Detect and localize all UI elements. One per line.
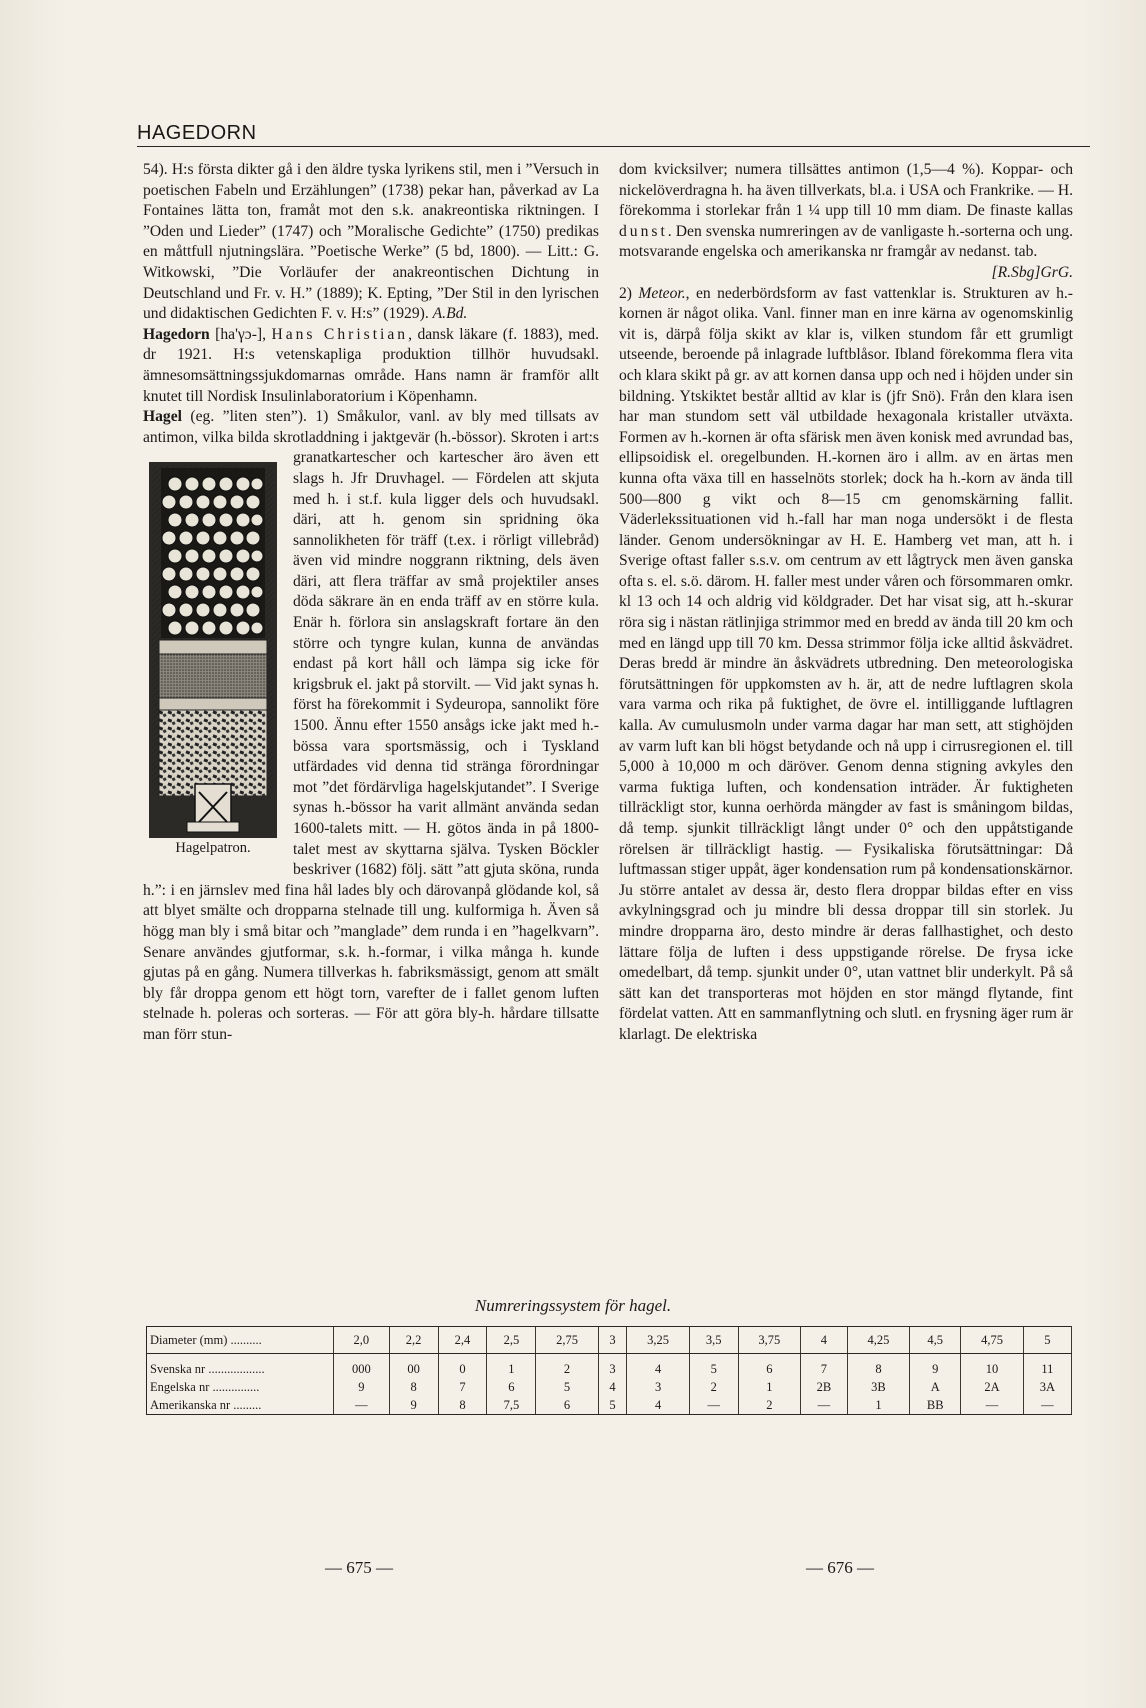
table-cell: 3 <box>627 1378 689 1396</box>
table-cell: 10 <box>961 1354 1023 1379</box>
diameter-cell: 2,75 <box>536 1327 598 1354</box>
page-number-right: — 676 — <box>806 1558 874 1577</box>
table-cell: 7 <box>438 1378 487 1396</box>
diameter-cell: 2,5 <box>487 1327 536 1354</box>
table-cell: 11 <box>1023 1354 1071 1379</box>
table-row-american <box>147 1396 1072 1415</box>
table-cell: 7 <box>801 1354 848 1379</box>
table-cell: 1 <box>738 1378 800 1396</box>
entry-lemma: Hagel <box>143 408 182 426</box>
field-label: Meteor. <box>638 284 686 302</box>
diameter-cell: 4,75 <box>961 1327 1023 1354</box>
table-cell: 2A <box>961 1378 1023 1396</box>
table-cell: 4 <box>627 1396 689 1415</box>
entry-text: . Den svenska numreringen av de vanligaste h.-sorterna och ung. motsvarande engelska och amerikanska nr framgår av nedanst. tab. <box>619 222 1073 261</box>
table-cell: 0 <box>438 1354 487 1379</box>
entry-text: dom kvicksilver; numera tillsättes antimon (1,5—4 %). Koppar- och nickelöverdragna h. ha även tillverkats, bl.a. i USA och Frankrike. — H. förekomma i storlekar från 1 ¼ upp till 10 mm diam. De finaste kallas <box>619 161 1073 220</box>
author-signature: [R.Sbg]GrG. <box>991 263 1073 281</box>
table-cell: 3B <box>847 1378 909 1396</box>
spaced-term: dunst <box>619 222 668 240</box>
entry-hagel-continuation <box>619 160 1073 281</box>
diameter-cell: 3 <box>598 1327 627 1354</box>
table-cell: 6 <box>487 1378 536 1396</box>
table-cell: 5 <box>598 1396 627 1415</box>
row-label: Amerikanska nr ......... <box>147 1396 334 1415</box>
table-row-swedish <box>147 1354 1072 1379</box>
shotgun-shell-figure <box>143 462 283 859</box>
table-header-row <box>147 1327 1072 1354</box>
row-label: Svenska nr .................. <box>147 1354 334 1379</box>
table-cell: 8 <box>847 1354 909 1379</box>
header-rule <box>137 146 1090 147</box>
figure-caption: Hagelpatron. <box>175 840 251 857</box>
table-cell: 1 <box>847 1396 909 1415</box>
table-cell: 000 <box>334 1354 390 1379</box>
entry-text: , dansk läkare (f. 1883), med. dr 1921. H:s vetenskapliga produktion tillhör huvudsakl. ämnesomsättningssjukdomarnas område. Hans namn är framför allt knutet till Nordisk Insulinlaboratorium i Köpenhamn. <box>143 325 599 405</box>
table-cell: 8 <box>389 1378 438 1396</box>
table-cell: 9 <box>910 1354 961 1379</box>
shotgun-shell-illustration <box>149 462 277 838</box>
diameter-cell: 3,5 <box>689 1327 738 1354</box>
hail-numbering-table <box>146 1326 1072 1415</box>
table-cell: — <box>961 1396 1023 1415</box>
table-cell: 8 <box>438 1396 487 1415</box>
entry-hagel <box>143 407 599 1045</box>
table-cell: 4 <box>627 1354 689 1379</box>
table-cell: 5 <box>689 1354 738 1379</box>
table-cell: 4 <box>598 1378 627 1396</box>
table-header-label: Diameter (mm) .......... <box>147 1327 334 1354</box>
diameter-cell: 5 <box>1023 1327 1071 1354</box>
diameter-cell: 4,5 <box>910 1327 961 1354</box>
entry-forename: Hans Christian <box>271 325 409 343</box>
entry-text: , en nederbördsform av fast vattenklar is. Strukturen av h.-kornen är något olika. Vanl. finner man en inre kärna av ogenomskinlig vit is, därpå följa skikt av klar is, vilken stundom får ett grumligt utseende, beroende på inlagrade luftblåsor. Ibland förekomma flera vita och klara skikt på gr. av att kornen dansa upp och ned i höjden under sin bildning. Ytskiktet består alltid av klar is (jfr Snö). Från den klara isen har man stundom sett väl utbildade hexagonala kristaller utväxta. Formen av h.-kornen är ofta sfärisk men även konisk med avrundad bas, ellipsoidisk el. oregelbunden. H.-kornen äro i allm. av en ärtas men kunna ofta växa till en hasselnöts storlek; dock ha h.-korn av ända till 500—800 g vikt och 8—15 cm genomskärning fallit. Väderlekssituationen vid h.-fall har man noga undersökt i de flesta länder. Genom undersökningar av H. E. Hamberg vet man, att h. i Sverige oftast faller s.s.v. om centrum av ett lågtryck men även ganska ofta s. el. s.ö. därom. H. faller mest under våren och försommaren omkr. kl 13 och 14 och aldrig vid köldgrader. Det har visat sig, att h.-skurar röra sig i nästan rätlinjiga strimmor med en bredd av ända till 20 km och med en längd upp till 70 km. Dessa strimmor följa icke alltid åskvädret. Deras bredd är mindre än åskvädrets utbredning. Den meteorologiska förutsättningen för uppkomsten av h. är, att de nedre luftlagren skola vara varma och rika på fuktighet, de övre el. intilliggande luftlagren kalla. Av cumulusmoln under varma dagar har man sett, att stighöjden av varm luft kan bli högst betydande och nå upp i cirrusregionen el. till 5,000 à 10,000 m och däröver. Genom denna stigning avkyles den varma fuktiga luften, och kondensation inträder. Är fuktigheten tillräckligt stor, kunna oerhörda mängder av fast is småningom bildas, då temp. sjunkit tillräckligt långt under 0° och den uppåtstigande rörelsen är tillräckligt hastig. — Fysikaliska förutsättningar: Då luftmassan stiger uppåt, äger kondensation rum på kondensationskärnor. Ju större antalet av dessa är, desto flera droppar bildas efter en viss avkylningsgrad och ju mindre bli dessa droppar till sin storlek. Ju mindre dropparna äro, desto mindre är deras fallhastighet, och desto lättare följa de luften i dess uppstigande rörelse. De frysa icke omedelbart, då temp. sjunkit under 0°, utan vattnet blir underkylt. På så sätt kan det transporteras mot höjden en stor mängd flytande, fint fördelat vatten. Att en sammanflytning och slutl. en frysning äger rum är klarlagt. De elektriska <box>619 284 1073 1043</box>
entry-hagedorn-hans <box>143 325 599 407</box>
table-cell: 2 <box>689 1378 738 1396</box>
author-signature: A.Bd. <box>432 305 468 323</box>
table-cell: 3 <box>598 1354 627 1379</box>
table-cell: 9 <box>389 1396 438 1415</box>
entry-hagel-meteor <box>619 284 1073 1046</box>
table-cell: 00 <box>389 1354 438 1379</box>
article-continuation-text: 54). H:s första dikter gå i den äldre tyska lyrikens stil, men i ”Versuch in poetischen Fabeln und Erzählungen” (1738) pekar han, påverkad av La Fontaines lätta ton, framåt mot den s.k. anakreontiska riktningen. I ”Oden und Lieder” (1747) och ”Moralische Gedichte” (1750) predikas en måttfull njutningslära. ”Poetische Werke” (5 bd, 1800). — Litt.: G. Witkowski, ”Die Vorläufer der anakreontischen Dichtung in Deutschland und Fr. v. H.” (1889); K. Epting, ”Der Stil in den lyrischen und didaktischen Gedichten F. v. H:s” (1929). <box>143 161 599 323</box>
pronunciation: [ha'γɔ-], <box>209 325 272 343</box>
table-cell: 2 <box>536 1354 598 1379</box>
table-cell: 9 <box>334 1378 390 1396</box>
table-cell: 5 <box>536 1378 598 1396</box>
table-cell: 1 <box>487 1354 536 1379</box>
table-cell: 2B <box>801 1378 848 1396</box>
table-cell: 3A <box>1023 1378 1071 1396</box>
table-row-english <box>147 1378 1072 1396</box>
diameter-cell: 4 <box>801 1327 848 1354</box>
page-number-left: — 675 — <box>325 1558 393 1577</box>
right-column <box>619 160 1073 1046</box>
table-title: Numreringssystem för hagel. <box>474 1296 672 1315</box>
diameter-cell: 2,2 <box>389 1327 438 1354</box>
diameter-cell: 3,75 <box>738 1327 800 1354</box>
table-cell: 2 <box>738 1396 800 1415</box>
diameter-cell: 2,4 <box>438 1327 487 1354</box>
table-cell: — <box>689 1396 738 1415</box>
entry-text: granatkartescher och kartescher äro även ett slags h. Jfr Druvhagel. — Fördelen att skjuta med h. i st.f. kula ligger dels och huvudsakl. däri, att h. genom sin spridning öka sannolikheten för träff (t.ex. i rörligt villebråd) även vid mindre noggrann riktning, dels även däri, att flera träffar av små projektiler anses döda säkrare än en enda träff av en större kula. Enär h. förlora sin anslagskraft fortare än den större och tyngre kulan, kunna de användas endast på kort håll och lämpa sig icke för krigsbruk el. jakt på storvilt. — Vid jakt synas h. först ha förekommit i Sydeuropa, sannolikt före 1500. Ännu efter 1550 ansågs icke jakt med h.-bössa vara sportsmässig, och i Tyskland utfärdades vid denna tid stränga förordningar mot ”det fördärvliga hagelskjutandet”. I Sverige synas h.-bössor ha varit allmänt använda sedan 1600-talets mitt. — H. götos ända in på 1800-talet mest av skyttarna själva. Tysken Böckler beskriver (1682) följ. sätt ”att gjuta sköna, runda h.”: i en järnslev med fina hål lades bly och därovanpå glödande kol, så att blyet smälte och dropparna stelnade till ung. kulformiga h. Även så högg man bly i små bitar och ”manglade” dem runda i en ”hagelkvarn”. Senare användes gjutformar, s.k. h.-formar, i vilka många h. kunde gjutas på en gång. Numera tillverkas h. fabriksmässigt, genom att smält bly får droppa genom ett högt torn, varefter de i fallet genom luften stelnade h. poleras och sorteras. — För att göra bly-h. hårdare tillsatte man förr stun- <box>143 449 599 1043</box>
table-cell: 6 <box>536 1396 598 1415</box>
row-label: Engelska nr ............... <box>147 1378 334 1396</box>
table-cell: 6 <box>738 1354 800 1379</box>
table-cell: BB <box>910 1396 961 1415</box>
table-cell: A <box>910 1378 961 1396</box>
table-cell: — <box>801 1396 848 1415</box>
sense-number: 2) <box>619 284 639 302</box>
entry-lemma: Hagedorn <box>143 325 210 343</box>
diameter-cell: 2,0 <box>334 1327 390 1354</box>
diameter-cell: 3,25 <box>627 1327 689 1354</box>
entry-text: (eg. ”liten sten”). 1) Småkulor, vanl. av bly med tillsats av antimon, vilka bilda skrotladdning i jaktgevär (h.-bössor). Skroten i art:s <box>143 408 599 446</box>
table-cell: 7,5 <box>487 1396 536 1415</box>
left-column <box>143 160 599 1046</box>
running-head: HAGEDORN <box>137 122 257 144</box>
table-cell: — <box>334 1396 390 1415</box>
diameter-cell: 4,25 <box>847 1327 909 1354</box>
article-continuation <box>143 160 599 325</box>
table-cell: — <box>1023 1396 1071 1415</box>
